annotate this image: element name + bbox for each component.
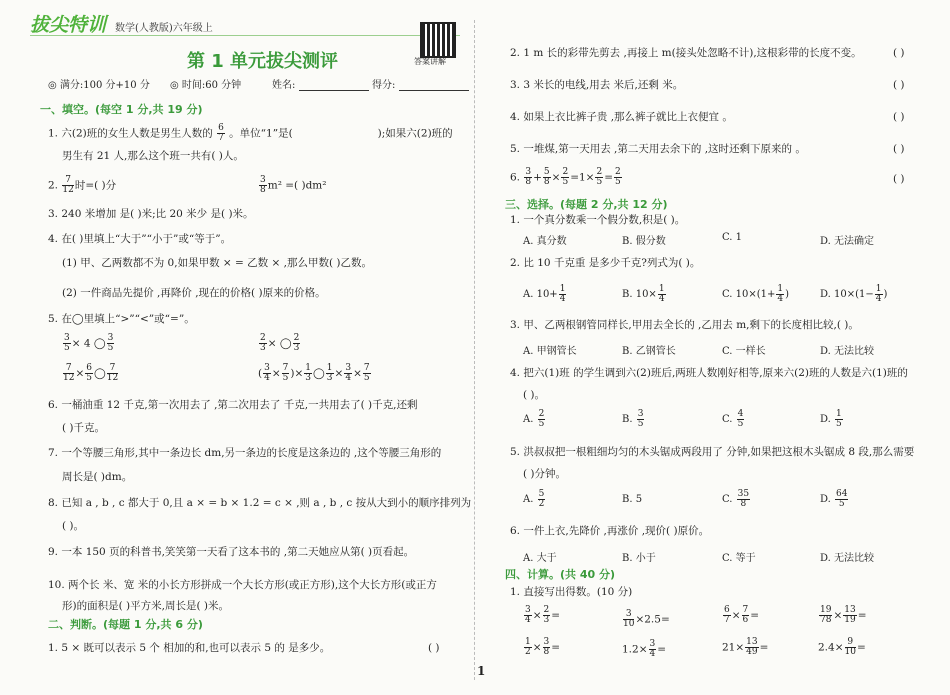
judge-2: 2. 1 m 长的彩带先剪去 ,再接上 m(接头处忽略不计),这根彩带的长度不变。 xyxy=(510,47,862,59)
choice-4-cont: ( )。 xyxy=(523,389,546,401)
book-subtitle: 数学(人教版)六年级上 xyxy=(115,23,213,34)
choice-6: 6. 一件上衣,先降价 ,再涨价 ,现价( )原价。 xyxy=(510,525,710,537)
choice-1-b[interactable]: B. 假分数 xyxy=(622,236,666,247)
choice-4-c[interactable]: C. $\frac{4}{5}$ xyxy=(722,409,744,429)
question-4-2: (2) 一件商品先提价 ,再降价 ,现在的价格( )原来的价格。 xyxy=(62,287,326,299)
section-calc: 四、计算。(共 40 分) xyxy=(505,568,616,581)
question-2: 2. $\frac{7}{12}$ 时=( )分 xyxy=(48,175,117,195)
qr-label: 答案讲解 xyxy=(414,57,446,66)
compare-1: $\frac{3}{5}$ × 4 ◯ $\frac{3}{5}$ xyxy=(64,333,114,353)
judge-1: 1. 5 × 既可以表示 5 个 相加的和,也可以表示 5 的 是多少。 xyxy=(48,642,331,654)
choice-5-d[interactable]: D. $\frac{64}{5}$ xyxy=(820,489,848,509)
compare-2: $\frac{2}{3}$ × ◯ $\frac{2}{3}$ xyxy=(260,333,300,353)
choice-6-a[interactable]: A. 大于 xyxy=(523,553,557,564)
judge-5-answer[interactable]: ( ) xyxy=(893,143,905,155)
brand-logo: 拔尖特训 xyxy=(30,14,107,36)
question-6: 6. 一桶油重 12 千克,第一次用去了 ,第二次用去了 千克,一共用去了( )千克,还剩 xyxy=(48,399,418,411)
question-1: 1. 六(2)班的女生人数是男生人数的 $\frac{6}{7}$ 。单位“1”是( );如果六(2)班的 xyxy=(48,123,453,143)
question-7-cont: 周长是( )dm。 xyxy=(62,471,133,483)
question-8-cont: ( )。 xyxy=(62,520,85,532)
question-2b: $\frac{3}{8}$ m² =( )dm² xyxy=(260,175,327,195)
calc-item-7[interactable]: 21× $\frac{13}{49}$ = xyxy=(722,637,769,657)
compare-3: $\frac{7}{12}$ × $\frac{6}{5}$ ◯ $\frac{7}{12}$ xyxy=(63,363,119,383)
choice-1-c[interactable]: C. 1 xyxy=(722,232,743,243)
choice-5-cont: ( )分钟。 xyxy=(523,468,567,480)
choice-3-a[interactable]: A. 甲钢管长 xyxy=(523,346,577,357)
judge-4-answer[interactable]: ( ) xyxy=(893,111,905,123)
choice-5-a[interactable]: A. $\frac{5}{2}$ xyxy=(523,489,545,509)
choice-2: 2. 比 10 千克重 是多少千克?列式为( )。 xyxy=(510,257,701,269)
judge-2-answer[interactable]: ( ) xyxy=(893,47,905,59)
choice-2-a[interactable]: A. 10+ $\frac{1}{4}$ xyxy=(523,284,566,304)
question-7: 7. 一个等腰三角形,其中一条边长 dm,另一条边的长度是这条边的 ,这个等腰三角形的 xyxy=(48,447,442,459)
compare-4: ( $\frac{3}{4}$ × $\frac{7}{5}$ )× $\frac{1}{3}$ ◯ $\frac{1}{3}$ × $\frac{3}{4}$ × $\frac{7}{5}$ xyxy=(258,363,370,383)
choice-5-b[interactable]: B. 5 xyxy=(622,494,643,505)
question-9: 9. 一本 150 页的科普书,笑笑第一天看了这本书的 ,第二天她应从第( )页看起。 xyxy=(48,546,415,558)
choice-6-d[interactable]: D. 无法比较 xyxy=(820,553,875,564)
judge-4: 4. 如果上衣比裤子贵 ,那么裤子就比上衣便宜 。 xyxy=(510,111,733,123)
qr-code-icon[interactable] xyxy=(420,22,456,58)
calc-item-6[interactable]: 1.2× $\frac{3}{4}$ = xyxy=(622,639,667,659)
judge-6-answer[interactable]: ( ) xyxy=(893,173,905,185)
choice-2-b[interactable]: B. 10× $\frac{1}{4}$ xyxy=(622,284,665,304)
page-number: 1 xyxy=(477,664,486,678)
question-1-cont: 男生有 21 人,那么这个班一共有( )人。 xyxy=(62,150,244,162)
question-8: 8. 已知 a , b , c 都大于 0,且 a × = b × 1.2 = c × ,则 a , b , c 按从大到小的顺序排列为 xyxy=(48,497,472,509)
header-rule xyxy=(30,35,460,36)
choice-3-d[interactable]: D. 无法比较 xyxy=(820,346,875,357)
judge-6: 6. $\frac{3}{8}$ + $\frac{5}{8}$ × $\frac{2}{5}$ =1× $\frac{2}{5}$ = $\frac{2}{5}$ xyxy=(510,167,621,187)
choice-6-c[interactable]: C. 等于 xyxy=(722,553,756,564)
calc-item-8[interactable]: 2.4× $\frac{9}{10}$ = xyxy=(818,637,866,657)
choice-4-a[interactable]: A. $\frac{2}{5}$ xyxy=(523,409,545,429)
section-judge: 二、判断。(每题 1 分,共 6 分) xyxy=(48,618,203,631)
choice-1-a[interactable]: A. 真分数 xyxy=(523,236,567,247)
section-fill-blank: 一、填空。(每空 1 分,共 19 分) xyxy=(40,103,203,116)
choice-5: 5. 洪叔叔把一根粗细均匀的木头锯成两段用了 分钟,如果把这根木头锯成 8 段,那么需要 xyxy=(510,446,915,458)
choice-4: 4. 把六(1)班 的学生调到六(2)班后,两班人数刚好相等,原来六(2)班的人数是六(1)班的 xyxy=(510,367,908,379)
question-6-cont: ( )千克。 xyxy=(62,422,106,434)
question-4: 4. 在( )里填上“大于”“小于”或“等于”。 xyxy=(48,233,232,245)
choice-4-d[interactable]: D. $\frac{1}{5}$ xyxy=(820,409,842,429)
question-10-cont: 形)的面积是( )平方米,周长是( )米。 xyxy=(62,600,229,612)
question-5: 5. 在◯里填上“>”“<”或“=”。 xyxy=(48,313,195,325)
question-3: 3. 240 米增加 是( )米;比 20 米少 是( )米。 xyxy=(48,208,254,220)
choice-6-b[interactable]: B. 小于 xyxy=(622,553,656,564)
name-field[interactable]: 姓名: xyxy=(272,76,369,91)
judge-5: 5. 一堆煤,第一天用去 ,第二天用去余下的 ,这时还剩下原来的 。 xyxy=(510,143,806,155)
column-divider xyxy=(474,20,475,680)
choice-3-c[interactable]: C. 一样长 xyxy=(722,346,766,357)
judge-1-answer[interactable]: ( ) xyxy=(428,642,440,654)
calc-1: 1. 直接写出得数。(10 分) xyxy=(510,586,633,598)
calc-item-5[interactable]: $\frac{1}{2}$ × $\frac{3}{8}$ = xyxy=(525,637,561,657)
score-field[interactable]: 得分: xyxy=(372,76,469,91)
full-score: ◎ 满分:100 分+10 分 xyxy=(48,80,150,91)
choice-2-c[interactable]: C. 10×(1+ $\frac{1}{4}$ ) xyxy=(722,284,790,304)
choice-1: 1. 一个真分数乘一个假分数,积是( )。 xyxy=(510,214,686,226)
choice-3: 3. 甲、乙两根钢管同样长,甲用去全长的 ,乙用去 m,剩下的长度相比较,( )。 xyxy=(510,319,859,331)
choice-2-d[interactable]: D. 10×(1− $\frac{1}{4}$ ) xyxy=(820,284,888,304)
choice-3-b[interactable]: B. 乙钢管长 xyxy=(622,346,676,357)
page-title: 第 1 单元拔尖测评 xyxy=(187,51,339,72)
question-4-1: (1) 甲、乙两数都不为 0,如果甲数 × = 乙数 × ,那么甲数( )乙数。 xyxy=(62,257,373,269)
time-limit: ◎ 时间:60 分钟 xyxy=(170,80,242,91)
calc-item-2[interactable]: $\frac{3}{10}$ ×2.5= xyxy=(623,609,670,629)
section-choice: 三、选择。(每题 2 分,共 12 分) xyxy=(505,198,668,211)
choice-1-d[interactable]: D. 无法确定 xyxy=(820,236,875,247)
judge-3-answer[interactable]: ( ) xyxy=(893,79,905,91)
judge-3: 3. 3 米长的电线,用去 米后,还剩 米。 xyxy=(510,79,684,91)
question-10: 10. 两个长 米、宽 米的小长方形拼成一个大长方形(或正方形),这个大长方形(或正方 xyxy=(48,579,437,591)
choice-5-c[interactable]: C. $\frac{35}{8}$ xyxy=(722,489,750,509)
calc-item-3[interactable]: $\frac{6}{7}$ × $\frac{7}{6}$ = xyxy=(724,605,760,625)
choice-4-b[interactable]: B. $\frac{3}{5}$ xyxy=(622,409,644,429)
calc-item-1[interactable]: $\frac{3}{4}$ × $\frac{2}{3}$ = xyxy=(525,605,561,625)
calc-item-4[interactable]: $\frac{19}{78}$ × $\frac{13}{19}$ = xyxy=(820,605,867,625)
